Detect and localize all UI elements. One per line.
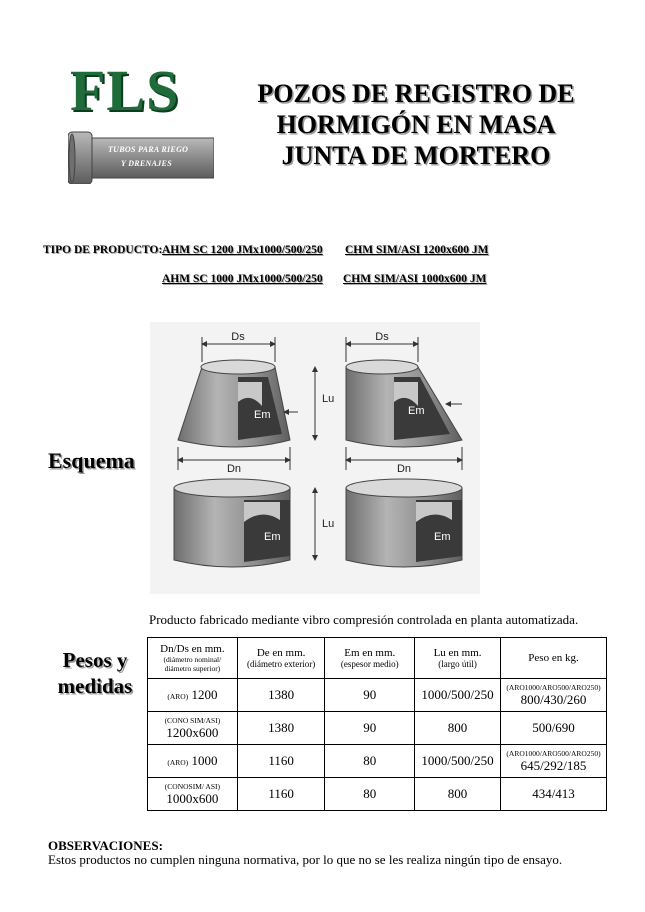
dim-em-label: Em [434,531,451,543]
dim-lu-label: Lu [322,518,335,530]
table-row [148,712,607,745]
product-item: CHM SIM/ASI 1200x600 JM [345,244,489,256]
em-cell: 80 [325,778,415,811]
schema-label: Esquema [48,448,135,473]
product-item: CHM SIM/ASI 1000x600 JM [343,273,487,285]
pipe-logo-icon [68,128,214,184]
de-cell: 1380 [237,712,325,745]
header-cell: Lu en mm. (largo útil) [415,638,501,679]
product-caption: Producto fabricado mediante vibro compresión controlada en planta automatizada. [149,612,579,627]
product-item: AHM SC 1000 JMx1000/500/250 [162,273,323,285]
dn-cell: (CONOSIM/ ASI) 1000x600 [148,778,238,811]
table-row [148,679,607,712]
dim-dn-label: Dn [396,463,412,475]
lu-cell: 1000/500/250 [415,745,501,778]
dim-ds-label: Ds [375,331,389,343]
de-cell: 1160 [237,745,325,778]
weight-cell: 434/413 [501,778,607,811]
schema-diagram [150,322,480,594]
de-cell: 1160 [237,778,325,811]
product-type-label: TIPO DE PRODUCTO: [43,244,163,256]
table-header-row [148,638,607,679]
table-row [148,778,607,811]
lu-cell: 800 [415,778,501,811]
ring-shape-1000 [346,479,462,567]
observations-title: OBSERVACIONES: [48,838,163,853]
lu-cell: 800 [415,712,501,745]
em-cell: 90 [325,679,415,712]
specs-table [147,637,607,811]
title-line-1: POZOS DE REGISTRO DE [257,79,575,108]
dn-cell: (ARO) 1000 [148,745,238,778]
weight-cell: 500/690 [501,712,607,745]
title-line-2: HORMIGÓN EN MASA [276,110,556,139]
title-line-3: JUNTA DE MORTERO [281,141,551,170]
dim-em-label: Em [408,405,425,417]
header-cell: Peso en kg. [501,638,607,679]
header-cell: Em en mm. (espesor medio) [325,638,415,679]
logo-tagline-1: TUBOS PARA RIEGO [108,145,189,154]
dn-cell: (CONO SIM/ASI) 1200x600 [148,712,238,745]
de-cell: 1380 [237,679,325,712]
weights-label [50,647,140,699]
dim-dn-label: Dn [226,463,242,475]
weights-label-line-2: medidas [57,674,133,698]
header-cell: Dn/Ds en mm. (diámetro nominal/ diámetro superior) [148,638,238,679]
observations-text: Estos productos no cumplen ninguna normativa, por lo que no se les realiza ningún tipo de ensayo. [48,852,563,867]
dim-em-label: Em [264,531,281,543]
weight-cell: (ARO1000/ARO500/ARO250) 645/292/185 [501,745,607,778]
weights-label-line-1: Pesos y [62,648,128,672]
dn-cell: (ARO) 1200 [148,679,238,712]
logo-tagline-2: Y DRENAJES [121,159,172,168]
table-row [148,745,607,778]
em-cell: 80 [325,745,415,778]
company-logo: FLS [70,58,180,123]
header-cell: De en mm. (diámetro exterior) [237,638,325,679]
dim-em-label: Em [254,409,271,421]
product-item: AHM SC 1200 JMx1000/500/250 [162,244,323,256]
dim-lu-label: Lu [322,393,335,405]
em-cell: 90 [325,712,415,745]
dim-ds-label: Ds [231,331,245,343]
ring-shape-1200 [174,479,290,567]
page-title [230,78,602,171]
weight-cell: (ARO1000/ARO500/ARO250) 800/430/260 [501,679,607,712]
lu-cell: 1000/500/250 [415,679,501,712]
